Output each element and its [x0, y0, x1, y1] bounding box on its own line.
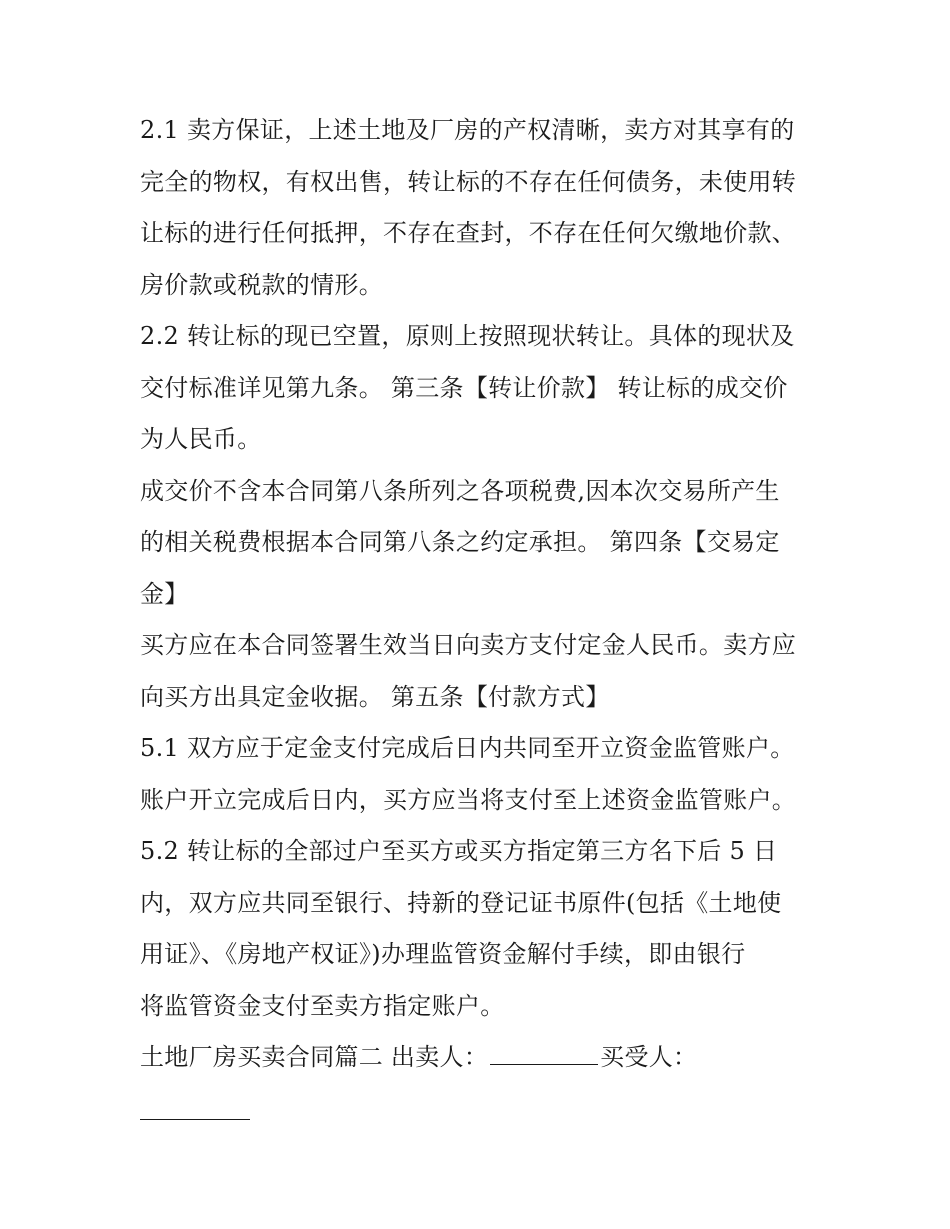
text-line-8: 成交价不含本合同第八条所列之各项税费,因本次交易所产生 — [140, 476, 780, 505]
text-line-15: 5.2 转让标的全部过户至买方或买方指定第三方名下后 5 日 — [140, 837, 778, 865]
text-line-16: 内，双方应共同至银行、持新的登记证书原件(包括《土地使 — [140, 888, 782, 917]
text-line-2: 完全的物权，有权出售，转让标的不存在任何债务，未使用转 — [140, 167, 797, 196]
text-line-17: 用证》、《房地产权证》)办理监管资金解付手续，即由银行 — [140, 940, 746, 968]
text-line-11: 买方应在本合同签署生效当日向卖方支付定金人民币。卖方应 — [140, 631, 797, 659]
text-line-20 — [140, 1087, 820, 1139]
text-line-10: 金】 — [140, 579, 189, 608]
text-line-4: 房价款或税款的情形。 — [140, 270, 383, 299]
text-line-18: 将监管资金支付至卖方指定账户。 — [140, 991, 505, 1020]
seller-blank — [490, 1036, 598, 1065]
text-line-12: 向买方出具定金收据。 第五条【付款方式】 — [140, 682, 610, 711]
text-line-3: 让标的进行任何抵押，不存在查封，不存在任何欠缴地价款、 — [140, 219, 797, 247]
text-line-5: 2.2 转让标的现已空置，原则上按照现状转让。具体的现状及 — [140, 322, 795, 350]
text-line-1: 2.1 卖方保证，上述土地及厂房的产权清晰，卖方对其享有的 — [140, 116, 795, 144]
text-line-13: 5.1 双方应于定金支付完成后日内共同至开立资金监管账户。 — [140, 734, 795, 762]
text-line-7: 为人民币。 — [140, 425, 262, 453]
seller-label: 土地厂房买卖合同篇二 出卖人： — [140, 1043, 489, 1071]
buyer-label: 买受人： — [600, 1043, 698, 1071]
text-line-9: 的相关税费根据本合同第八条之约定承担。 第四条【交易定 — [140, 528, 780, 556]
document-body — [140, 108, 820, 1138]
buyer-blank — [140, 1087, 250, 1120]
text-line-14: 账户开立完成后日内，买方应当将支付至上述资金监管账户。 — [140, 785, 797, 814]
text-line-19 — [140, 1035, 820, 1087]
text-line-6: 交付标准详见第九条。 第三条【转让价款】 转让标的成交价 — [140, 373, 788, 402]
